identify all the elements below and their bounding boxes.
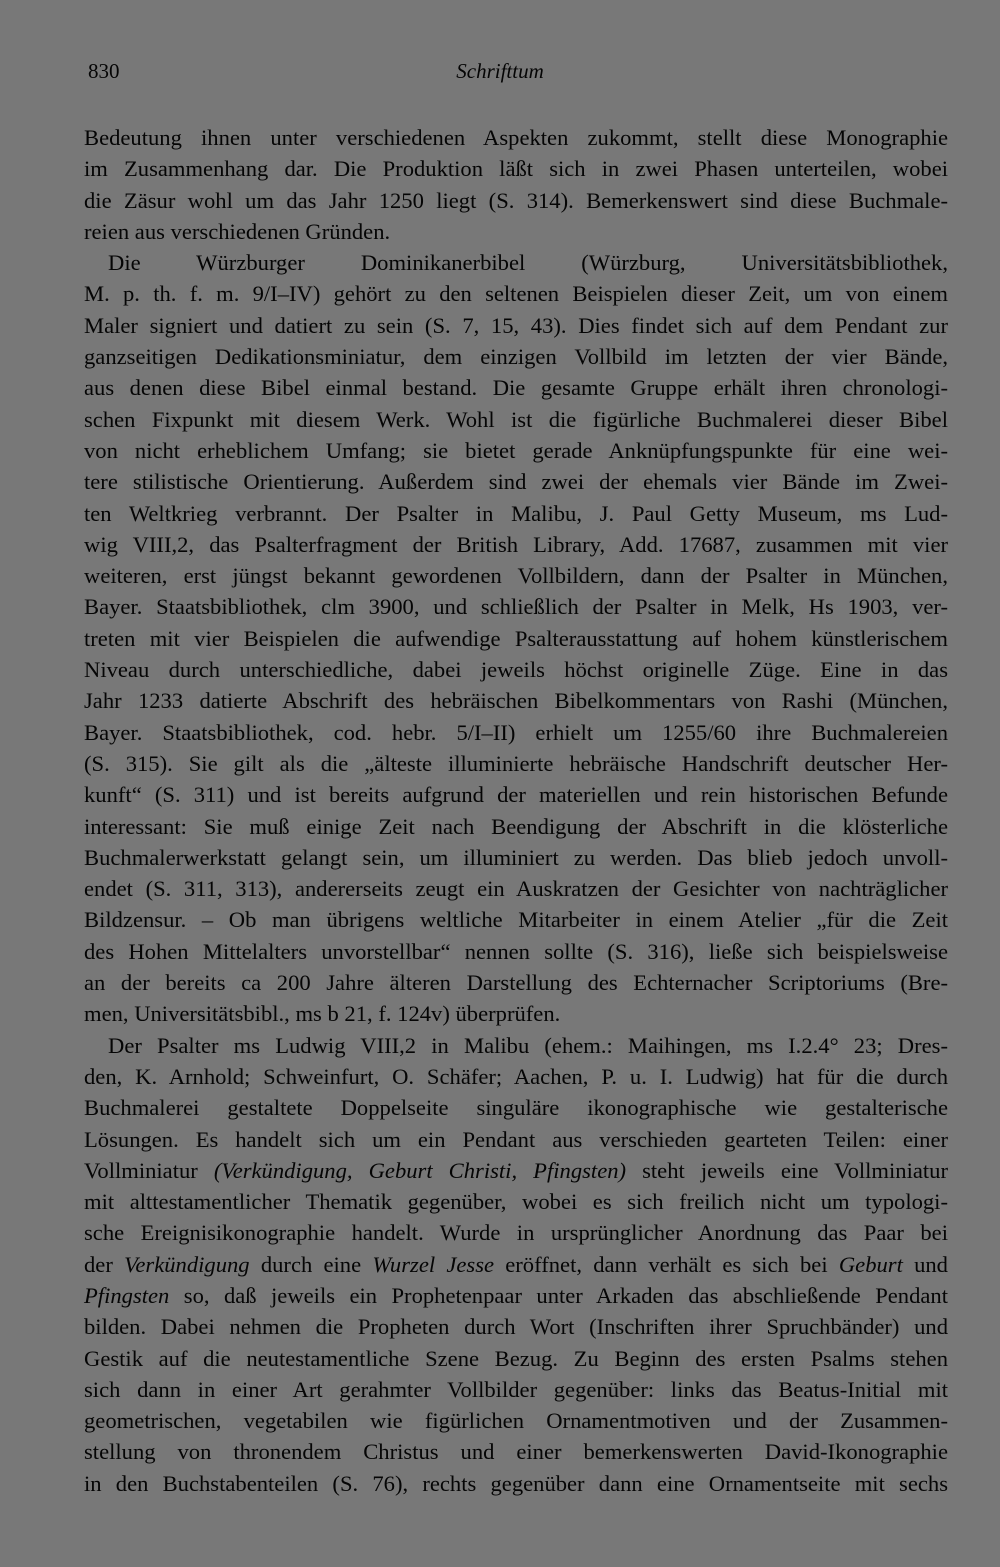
text-line — [84, 873, 948, 904]
text-run: interessant: Sie muß einige Zeit nach Beendigung der Abschrift in die klösterliche — [84, 813, 948, 839]
text-line — [84, 1374, 948, 1405]
text-line — [84, 278, 948, 309]
text-line — [84, 1217, 948, 1248]
text-run: mit alttestamentlicher Thematik gegenüber, wobei es sich freilich nicht um typologi- — [84, 1189, 948, 1215]
page-number: 830 — [88, 59, 120, 83]
text-run: sche Ereignisikonographie handelt. Wurde in ursprünglicher Anordnung das Paar bei — [84, 1220, 948, 1246]
text-run: Der Psalter ms Ludwig VIII,2 in Malibu (ehem.: Maihingen, ms I.2.4° 23; Dres- — [108, 1032, 948, 1058]
text-run: Gestik auf die neutestamentliche Szene Bezug. Zu Beginn des ersten Psalms stehen — [84, 1345, 948, 1371]
text-run: men, Universitätsbibl., ms b 21, f. 124v) überprüfen. — [84, 1001, 561, 1027]
text-line — [84, 216, 948, 247]
text-run: die Zäsur wohl um das Jahr 1250 liegt (S. 314). Bemerkenswert sind diese Buchmale- — [84, 187, 948, 213]
text-run: Buchmalerwerkstatt gelangt sein, um illuminiert zu werden. Das blieb jedoch unvoll- — [84, 844, 948, 870]
text-line — [84, 560, 948, 591]
text-line — [84, 998, 948, 1029]
text-line — [84, 654, 948, 685]
text-line — [84, 717, 948, 748]
text-line — [84, 842, 948, 873]
text-run: Jahr 1233 datierte Abschrift des hebräischen Bibelkommentars von Rashi (München, — [84, 688, 948, 714]
text-run: Bayer. Staatsbibliothek, cod. hebr. 5/I–II) erhielt um 1255/60 ihre Buchmalereien — [84, 719, 948, 745]
running-title: Schrifttum — [456, 59, 544, 83]
text-run: ganzseitigen Dedikationsminiatur, dem einzigen Vollbild im letzten der vier Bände, — [84, 344, 948, 370]
text-line — [84, 185, 948, 216]
text-run: kunft“ (S. 311) und ist bereits aufgrund der materiellen und rein historischen Befunde — [84, 782, 948, 808]
text-run: steht jeweils eine Vollminiatur — [626, 1157, 948, 1183]
text-run: Buchmalerei gestaltete Doppelseite singuläre ikonographische wie gestalterische — [84, 1095, 948, 1121]
text-line — [84, 1092, 948, 1123]
text-line — [84, 904, 948, 935]
text-run: eröffnet, dann verhält es sich bei — [494, 1251, 839, 1277]
text-run: endet (S. 311, 313), andererseits zeugt ein Auskratzen der Gesichter von nachträglicher — [84, 876, 948, 902]
text-run: so, daß jeweils ein Prophetenpaar unter Arkaden das abschließende Pendant — [169, 1282, 948, 1308]
text-line — [84, 372, 948, 403]
text-run: sich dann in einer Art gerahmter Vollbilder gegenüber: links das Beatus-Initial mit — [84, 1376, 948, 1402]
text-run: Die Würzburger Dominikanerbibel (Würzburg, Universitätsbibliothek, — [108, 250, 948, 276]
text-run: reien aus verschiedenen Gründen. — [84, 218, 391, 244]
text-line — [84, 1186, 948, 1217]
text-line — [84, 1311, 948, 1342]
text-line — [84, 153, 948, 184]
text-run: durch eine — [249, 1251, 373, 1277]
text-line — [84, 122, 948, 153]
text-run: tere stilistische Orientierung. Außerdem sind zwei der ehemals vier Bände im Zwei- — [84, 469, 948, 495]
italic-title-text: Wurzel Jesse — [372, 1251, 495, 1277]
text-line — [84, 811, 948, 842]
text-line — [84, 936, 948, 967]
text-run: wig VIII,2, das Psalterfragment der British Library, Add. 17687, zusammen mit vier — [84, 531, 948, 557]
text-line — [84, 341, 948, 372]
text-run: von nicht erheblichem Umfang; sie bietet gerade Anknüpfungspunkte für eine wei- — [84, 437, 948, 463]
text-line — [84, 623, 948, 654]
text-run: Niveau durch unterschiedliche, dabei jeweils höchst originelle Züge. Eine in das — [84, 657, 948, 683]
text-run: M. p. th. f. m. 9/I–IV) gehört zu den seltenen Beispielen dieser Zeit, um von einem — [84, 281, 948, 307]
text-run: Bayer. Staatsbibliothek, clm 3900, und schließlich der Psalter in Melk, Hs 1903, ver- — [84, 594, 948, 620]
text-run: Bildzensur. – Ob man übrigens weltliche Mitarbeiter in einem Atelier „für die Zeit — [84, 907, 948, 933]
text-line — [84, 1249, 948, 1280]
text-line — [84, 779, 948, 810]
text-run: der — [84, 1251, 125, 1277]
italic-title-text: Pfingsten — [84, 1282, 170, 1308]
text-run: in den Buchstabenteilen (S. 76), rechts gegenüber dann eine Ornamentseite mit sechs — [84, 1470, 948, 1496]
italic-title-text: Verkündigung — [124, 1251, 250, 1277]
text-run: im Zusammenhang dar. Die Produktion läßt sich in zwei Phasen unterteilen, wobei — [84, 156, 948, 182]
text-run: Maler signiert und datiert zu sein (S. 7, 15, 43). Dies findet sich auf dem Pendant zur — [84, 312, 948, 338]
text-line — [84, 1280, 948, 1311]
text-run: den, K. Arnhold; Schweinfurt, O. Schäfer; Aachen, P. u. I. Ludwig) hat für die durch — [84, 1063, 948, 1089]
text-run: und — [902, 1251, 948, 1277]
text-line — [84, 1468, 948, 1499]
text-line — [84, 310, 948, 341]
text-line — [84, 1436, 948, 1467]
text-run: schen Fixpunkt mit diesem Werk. Wohl ist die figürliche Buchmalerei dieser Bibel — [84, 406, 948, 432]
text-line — [84, 435, 948, 466]
text-run: weiteren, erst jüngst bekannt gewordenen Vollbildern, dann der Psalter in München, — [84, 563, 948, 589]
text-line — [84, 967, 948, 998]
text-line — [84, 748, 948, 779]
text-run: ten Weltkrieg verbrannt. Der Psalter in Malibu, J. Paul Getty Museum, ms Lud- — [84, 500, 948, 526]
italic-title-text: Geburt — [838, 1251, 903, 1277]
text-run: treten mit vier Beispielen die aufwendige Psalterausstattung auf hohem künstlerischem — [84, 625, 948, 651]
text-line — [84, 685, 948, 716]
text-run: bilden. Dabei nehmen die Propheten durch Wort (Inschriften ihrer Spruchbänder) und — [84, 1314, 948, 1340]
text-line — [84, 1343, 948, 1374]
text-run: stellung von thronendem Christus und einer bemerkenswerten David-Ikonographie — [84, 1439, 948, 1465]
text-line — [84, 1061, 948, 1092]
text-run: des Hohen Mittelalters unvorstellbar“ nennen sollte (S. 316), ließe sich beispielsweise — [84, 938, 948, 964]
text-run: Lösungen. Es handelt sich um ein Pendant aus verschieden gearteten Teilen: einer — [84, 1126, 948, 1152]
text-run: Bedeutung ihnen unter verschiedenen Aspekten zukommt, stellt diese Monographie — [84, 125, 948, 150]
text-line — [84, 1405, 948, 1436]
text-line — [84, 1155, 948, 1186]
text-run: geometrischen, vegetabilen wie figürlichen Ornamentmotiven und der Zusammen- — [84, 1408, 948, 1434]
body-text — [84, 122, 948, 1499]
text-line — [84, 404, 948, 435]
text-run: Vollminiatur — [84, 1157, 214, 1183]
text-line — [84, 529, 948, 560]
text-line — [84, 591, 948, 622]
text-line — [84, 466, 948, 497]
text-line — [84, 1030, 948, 1061]
text-line — [84, 1124, 948, 1155]
text-line — [84, 247, 948, 278]
text-run: aus denen diese Bibel einmal bestand. Die gesamte Gruppe erhält ihren chronologi- — [84, 375, 948, 401]
text-run: an der bereits ca 200 Jahre älteren Darstellung des Echternacher Scriptoriums (Bre- — [84, 970, 948, 996]
italic-title-text: (Verkündigung, Geburt Christi, Pfingsten) — [213, 1157, 627, 1183]
text-line — [84, 498, 948, 529]
text-run: (S. 315). Sie gilt als die „älteste illuminierte hebräische Handschrift deutscher Her- — [84, 750, 948, 776]
